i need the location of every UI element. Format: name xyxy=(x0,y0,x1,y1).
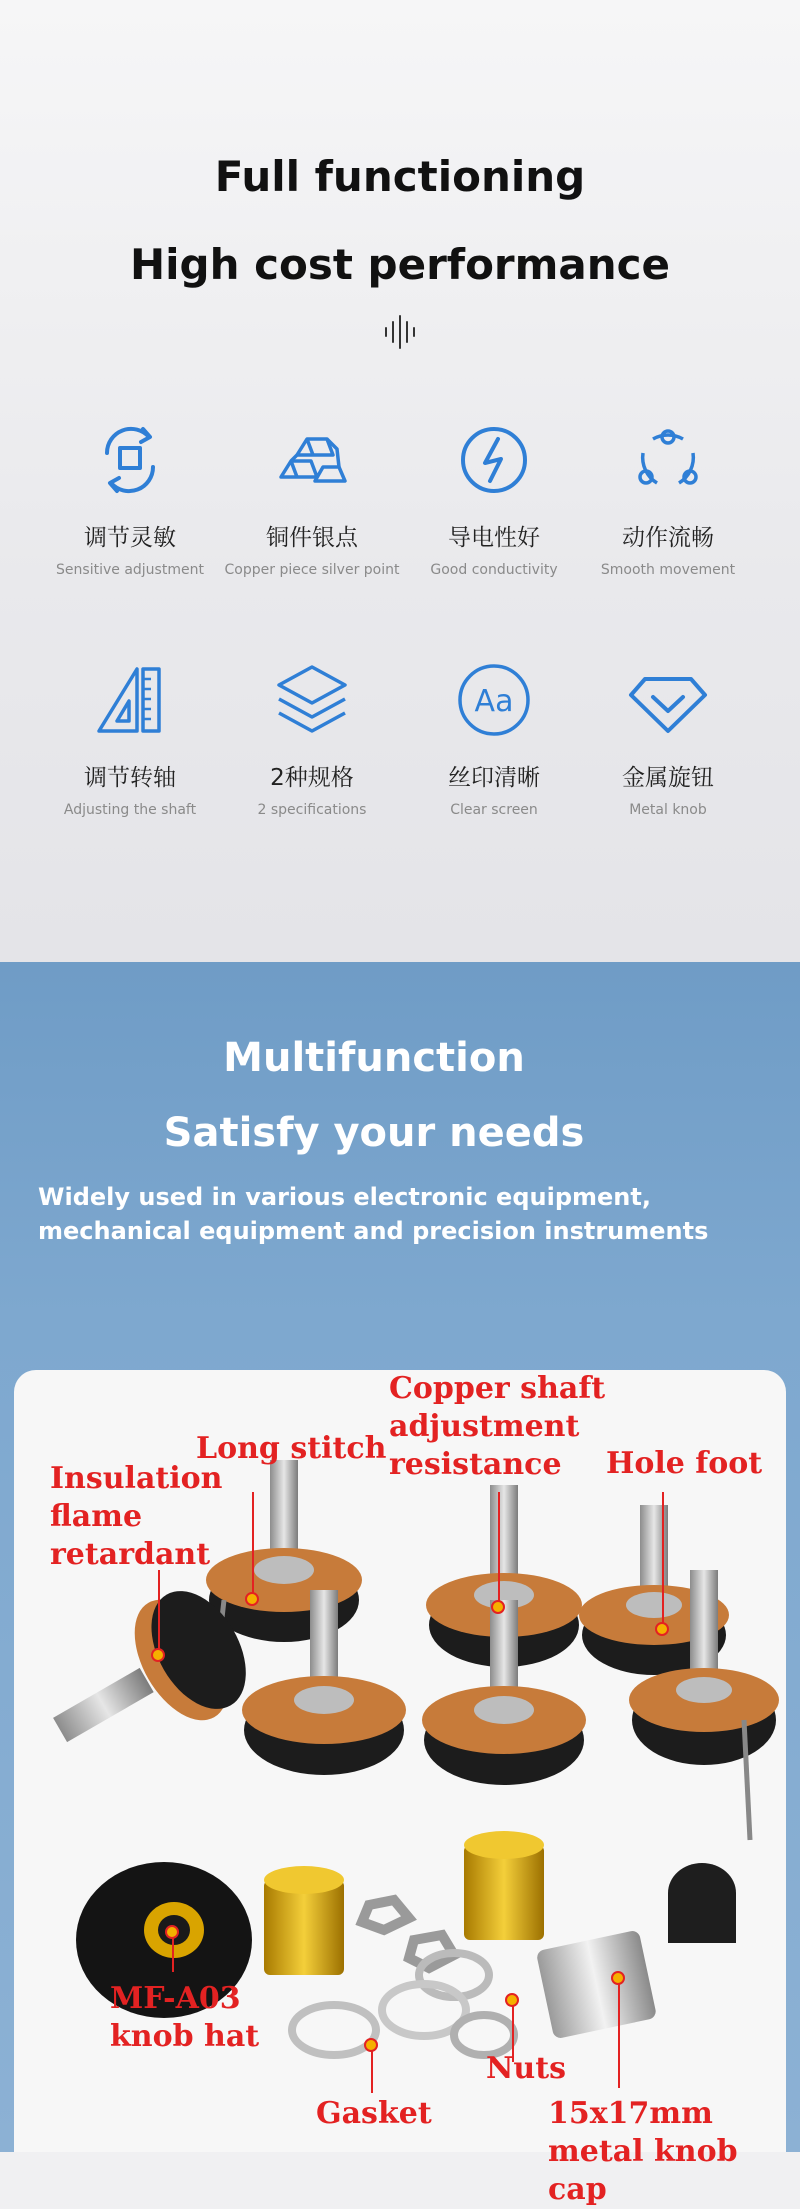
feature-cn-label: 金属旋钮 xyxy=(622,765,714,791)
callout-dot xyxy=(505,1993,519,2007)
headline-cost-performance: High cost performance xyxy=(129,240,671,289)
feature-cn-label: 调节转轴 xyxy=(84,765,176,791)
feature-cn-label: 丝印清晰 xyxy=(448,765,540,791)
headline-satisfy-needs: Satisfy your needs xyxy=(163,1110,585,1156)
feature-en-label: Smooth movement xyxy=(600,562,736,578)
lightning-icon xyxy=(449,415,539,505)
top-section xyxy=(0,0,800,962)
callout-text: Copper shaft xyxy=(389,1371,606,1406)
feature-cn-label: 导电性好 xyxy=(448,525,540,551)
cycle-icon xyxy=(623,415,713,505)
feature-cn-label: 调节灵敏 xyxy=(84,525,176,551)
feature-en-label: Sensitive adjustment xyxy=(56,562,204,578)
sound-wave-icon xyxy=(382,312,422,352)
feature-sensitive-adjustment xyxy=(30,415,230,578)
feature-smooth-movement xyxy=(568,415,768,578)
callout-text: 15x17mm xyxy=(548,2096,713,2131)
callout-dot xyxy=(245,1592,259,1606)
feature-en-label: 2 specifications xyxy=(257,802,367,818)
description-text: Widely used in various electronic equipment, mechanical equipment and precision instruments xyxy=(38,1183,709,1245)
rotate-square-icon xyxy=(85,415,175,505)
callout-mf-a03 xyxy=(110,1980,259,2056)
callout-text: MF-A03 xyxy=(110,1981,241,2016)
feature-cn-label: 铜件银点 xyxy=(266,525,358,551)
callout-line xyxy=(618,1978,620,2088)
callout-dot xyxy=(151,1648,165,1662)
ingots-icon xyxy=(267,415,357,505)
callout-line xyxy=(498,1492,500,1602)
callout-insulation xyxy=(50,1460,222,1574)
callout-dot xyxy=(611,1971,625,1985)
feature-cn-label: 2种规格 xyxy=(270,765,354,791)
feature-cn-label: 动作流畅 xyxy=(622,525,714,551)
callout-copper-shaft xyxy=(389,1370,605,1484)
feature-en-label: Clear screen xyxy=(450,802,538,818)
gold-knob-caps xyxy=(264,1831,544,1975)
callout-line xyxy=(252,1492,254,1594)
feature-good-conductivity xyxy=(394,415,594,578)
headline-full-functioning: Full functioning xyxy=(214,152,586,201)
callout-line xyxy=(662,1492,664,1624)
headline-multifunction: Multifunction xyxy=(223,1035,525,1081)
ruler-triangle-icon xyxy=(85,655,175,745)
callout-text: flame xyxy=(50,1499,143,1534)
feature-adjusting-shaft xyxy=(30,655,230,818)
callout-text: knob hat xyxy=(110,2019,260,2054)
callout-long-stitch: Long stitch xyxy=(196,1431,387,1466)
callout-metal-knob xyxy=(548,2095,786,2209)
callout-hole-foot: Hole foot xyxy=(606,1446,763,1481)
svg-text:Aa: Aa xyxy=(474,684,514,719)
diamond-icon xyxy=(623,655,713,745)
feature-two-specs xyxy=(212,655,412,818)
feature-en-label: Adjusting the shaft xyxy=(63,802,197,818)
callout-dot xyxy=(491,1600,505,1614)
feature-metal-knob xyxy=(568,655,768,818)
feature-en-label: Good conductivity xyxy=(430,562,558,578)
aa-text-icon xyxy=(449,655,539,745)
callout-dot xyxy=(655,1622,669,1636)
callout-text: metal knob cap xyxy=(548,2134,738,2207)
feature-en-label: Metal knob xyxy=(629,802,707,818)
callout-nuts: Nuts xyxy=(486,2051,566,2086)
feature-en-label: Copper piece silver point xyxy=(224,562,400,578)
callout-line xyxy=(158,1570,160,1650)
product-photo xyxy=(14,1370,786,2207)
callout-text: retardant xyxy=(50,1537,211,1572)
callout-text: resistance xyxy=(389,1447,562,1482)
feature-copper-silver xyxy=(212,415,412,578)
callout-dot xyxy=(165,1925,179,1939)
feature-clear-screen xyxy=(394,655,594,818)
layers-icon xyxy=(267,655,357,745)
callout-gasket: Gasket xyxy=(316,2096,432,2131)
callout-text: Insulation xyxy=(50,1461,223,1496)
callout-dot xyxy=(364,2038,378,2052)
callout-text: adjustment xyxy=(389,1409,580,1444)
callout-line xyxy=(371,2045,373,2093)
silver-knob-cap xyxy=(536,1863,736,2039)
